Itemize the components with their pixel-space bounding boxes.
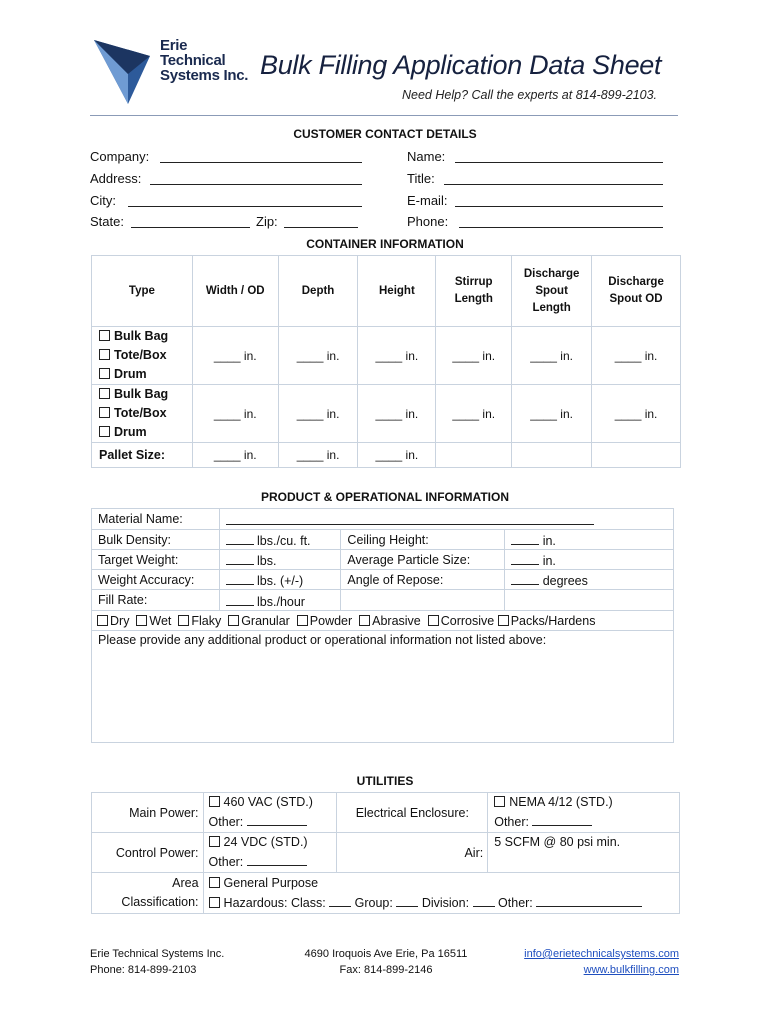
checkbox-label: Corrosive <box>440 613 495 628</box>
stirrup-field-2[interactable]: ____ in. <box>436 385 512 443</box>
hazardous-other-field[interactable] <box>536 893 642 907</box>
checkbox-label: Dry <box>110 613 130 628</box>
repose-unit: degrees <box>542 574 588 588</box>
logo-line-1: Erie <box>160 37 188 54</box>
flaky-checkbox[interactable] <box>178 614 221 628</box>
col-spout-length-l3: Length <box>532 301 571 314</box>
corrosive-checkbox[interactable] <box>428 614 495 628</box>
width-field-1[interactable]: ____ in. <box>192 327 278 385</box>
checkbox-icon <box>136 615 147 626</box>
footer-fax: Fax: 814-899-2146 <box>339 964 433 976</box>
col-spout-length-l2: Spout <box>535 284 568 297</box>
ceiling-label: Ceiling Height: <box>341 530 505 550</box>
state-label: State: <box>90 214 124 229</box>
checkbox-label: Drum <box>114 425 147 439</box>
ceiling-field[interactable] <box>505 530 674 550</box>
target-label: Target Weight: <box>92 550 220 570</box>
container-header-row <box>92 256 681 327</box>
height-field-2[interactable]: ____ in. <box>358 385 436 443</box>
pallet-width-field[interactable]: ____ in. <box>192 443 278 468</box>
checkbox-icon <box>99 349 110 360</box>
checkbox-icon <box>99 426 110 437</box>
control-power-row <box>92 833 680 873</box>
phone-label: Phone: <box>407 214 449 229</box>
fill-unit: lbs./hour <box>257 594 305 609</box>
area-label-l1: Area <box>172 876 199 890</box>
fill-empty-1 <box>341 590 505 611</box>
material-row <box>92 509 674 530</box>
pallet-row <box>92 443 681 468</box>
col-stirrup <box>436 256 512 327</box>
repose-underline <box>511 571 539 585</box>
spout-length-field-1[interactable]: ____ in. <box>512 327 592 385</box>
ceiling-unit: in. <box>542 534 556 548</box>
particle-underline <box>511 551 539 565</box>
col-spout-od-l1: Discharge <box>608 276 664 288</box>
footer-company: Erie Technical Systems Inc. <box>90 948 225 960</box>
checkbox-label: Bulk Bag <box>114 329 169 343</box>
container-row-1 <box>92 327 681 385</box>
logo-line-2: Technical <box>160 52 226 69</box>
material-underline <box>226 511 594 525</box>
contact-heading: CUSTOMER CONTACT DETAILS <box>293 127 477 141</box>
col-stirrup-l1: Stirrup <box>454 276 493 288</box>
checkbox-label: Tote/Box <box>114 348 167 362</box>
granular-checkbox[interactable] <box>228 614 290 628</box>
fill-field[interactable] <box>219 590 341 611</box>
target-field[interactable] <box>219 550 341 570</box>
checkbox-label: Hazardous: Class: <box>223 896 326 910</box>
checkbox-icon <box>209 897 220 908</box>
col-depth: Depth <box>278 256 358 327</box>
division-label: Division: <box>421 896 470 910</box>
general-purpose-checkbox[interactable] <box>209 873 679 893</box>
checkbox-label: 24 VDC (STD.) <box>223 835 308 849</box>
checkbox-icon <box>209 877 220 888</box>
other-underline <box>247 852 307 866</box>
main-power-options <box>203 793 337 833</box>
col-spout-length <box>512 256 592 327</box>
wet-checkbox[interactable] <box>136 614 171 628</box>
footer-address: 4690 Iroquois Ave Erie, Pa 16511 <box>304 948 468 960</box>
air-label: Air: <box>337 833 488 873</box>
drum-checkbox-2[interactable] <box>99 423 192 442</box>
additional-prompt: Please provide any additional product or operational information not listed above: <box>98 633 547 647</box>
particle-unit: in. <box>542 554 556 568</box>
col-spout-length-l1: Discharge <box>523 267 580 280</box>
enclosure-options <box>488 793 680 833</box>
type-options-2 <box>92 385 193 443</box>
spout-od-field-1[interactable]: ____ in. <box>592 327 681 385</box>
additional-info-area[interactable] <box>92 631 674 743</box>
checkbox-icon <box>498 615 509 626</box>
footer-web-link[interactable]: www.bulkfilling.com <box>583 964 679 976</box>
control-power-other[interactable] <box>209 852 337 872</box>
address-field[interactable] <box>150 171 362 185</box>
density-label: Bulk Density: <box>92 530 220 550</box>
main-power-row <box>92 793 680 833</box>
abrasive-checkbox[interactable] <box>359 614 421 628</box>
checkbox-label: NEMA 4/12 (STD.) <box>509 795 613 809</box>
control-power-options <box>203 833 337 873</box>
name-label: Name: <box>407 149 446 164</box>
bulk-bag-checkbox-1[interactable] <box>99 327 192 346</box>
checkbox-label: Packs/Hardens <box>510 613 596 628</box>
footer-center <box>286 946 486 978</box>
email-field[interactable] <box>455 193 663 207</box>
ceiling-underline <box>511 531 539 545</box>
enclosure-label: Electrical Enclosure: <box>337 793 488 833</box>
density-row <box>92 530 674 550</box>
container-heading: CONTAINER INFORMATION <box>306 237 464 251</box>
checkbox-icon <box>228 615 239 626</box>
packs-checkbox[interactable] <box>498 614 596 628</box>
group-label: Group: <box>354 896 393 910</box>
target-unit: lbs. <box>257 554 277 568</box>
particle-field[interactable] <box>505 550 674 570</box>
bulk-bag-checkbox-2[interactable] <box>99 385 192 404</box>
density-field[interactable] <box>219 530 341 550</box>
division-field[interactable] <box>473 893 495 907</box>
repose-field[interactable] <box>505 570 674 590</box>
target-row <box>92 550 674 570</box>
width-field-2[interactable]: ____ in. <box>192 385 278 443</box>
pallet-height-field[interactable]: ____ in. <box>358 443 436 468</box>
checkbox-label: Granular <box>241 613 290 628</box>
nema-checkbox[interactable] <box>494 793 679 812</box>
other-label: Other: <box>494 815 529 829</box>
email-label: E-mail: <box>407 193 448 208</box>
height-field-1[interactable]: ____ in. <box>358 327 436 385</box>
checkbox-label: Abrasive <box>372 613 421 628</box>
checkbox-icon <box>178 615 189 626</box>
main-power-other[interactable] <box>209 812 337 832</box>
footer-email-link[interactable]: info@erietechnicalsystems.com <box>524 948 679 960</box>
company-label: Company: <box>90 149 150 164</box>
tote-box-checkbox-1[interactable] <box>99 346 192 365</box>
powder-checkbox[interactable] <box>297 614 352 628</box>
checkbox-icon <box>97 615 108 626</box>
col-spout-od <box>592 256 681 327</box>
company-field[interactable] <box>160 149 362 163</box>
properties-checkboxes <box>92 611 674 631</box>
phone-field[interactable] <box>459 214 663 228</box>
footer-phone: Phone: 814-899-2103 <box>90 964 197 976</box>
hazardous-checkbox[interactable] <box>209 896 326 910</box>
checkbox-icon <box>99 330 110 341</box>
area-options <box>203 873 679 914</box>
density-underline <box>226 531 254 545</box>
pallet-depth-field[interactable]: ____ in. <box>278 443 358 468</box>
tote-box-checkbox-2[interactable] <box>99 404 192 423</box>
depth-field-1[interactable]: ____ in. <box>278 327 358 385</box>
container-table <box>91 255 681 468</box>
address-label: Address: <box>90 171 142 186</box>
utilities-heading: UTILITIES <box>356 774 414 788</box>
product-table <box>91 508 674 743</box>
fill-row <box>92 590 674 611</box>
title-label: Title: <box>407 171 435 186</box>
area-label <box>92 873 204 914</box>
checkbox-icon <box>359 615 370 626</box>
material-field[interactable] <box>219 509 673 530</box>
header-divider <box>90 115 678 116</box>
type-options-1 <box>92 327 193 385</box>
checkbox-label: Drum <box>114 367 147 381</box>
zip-field[interactable] <box>284 214 358 228</box>
stirrup-field-1[interactable]: ____ in. <box>436 327 512 385</box>
logo-line-3: Systems Inc. <box>160 67 249 84</box>
material-label: Material Name: <box>92 509 220 530</box>
air-value: 5 SCFM @ 80 psi min. <box>488 833 680 873</box>
footer-right <box>524 946 679 978</box>
checkbox-label: Bulk Bag <box>114 387 169 401</box>
pallet-empty-1 <box>436 443 512 468</box>
area-row <box>92 873 680 914</box>
pallet-label: Pallet Size: <box>92 443 193 468</box>
footer-left <box>90 946 224 978</box>
help-text: Need Help? Call the experts at 814-899-2103. <box>402 88 658 102</box>
city-label: City: <box>90 193 116 208</box>
main-power-label: Main Power: <box>92 793 204 833</box>
accuracy-label: Weight Accuracy: <box>92 570 220 590</box>
enclosure-other[interactable] <box>494 812 679 832</box>
product-heading: PRODUCT & OPERATIONAL INFORMATION <box>261 490 509 504</box>
zip-label: Zip: <box>256 214 278 229</box>
pallet-empty-2 <box>512 443 592 468</box>
target-underline <box>226 551 254 565</box>
vac-checkbox[interactable] <box>209 793 337 812</box>
col-spout-od-l2: Spout OD <box>609 293 663 305</box>
state-field[interactable] <box>131 214 250 228</box>
additional-row <box>92 631 674 743</box>
fill-label: Fill Rate: <box>92 590 220 611</box>
properties-row <box>92 611 674 631</box>
col-type: Type <box>92 256 193 327</box>
dry-checkbox[interactable] <box>97 614 129 628</box>
vdc-checkbox[interactable] <box>209 833 337 852</box>
depth-field-2[interactable]: ____ in. <box>278 385 358 443</box>
name-field[interactable] <box>455 149 663 163</box>
checkbox-icon <box>99 388 110 399</box>
checkbox-icon <box>297 615 308 626</box>
accuracy-unit: lbs. (+/-) <box>257 574 304 588</box>
checkbox-icon <box>494 796 505 807</box>
container-row-2 <box>92 385 681 443</box>
spout-od-field-2[interactable]: ____ in. <box>592 385 681 443</box>
other-label: Other: <box>208 855 244 869</box>
accuracy-field[interactable] <box>219 570 341 590</box>
checkbox-label: Flaky <box>191 613 222 628</box>
city-field[interactable] <box>128 193 362 207</box>
col-height: Height <box>358 256 436 327</box>
spout-length-field-2[interactable]: ____ in. <box>512 385 592 443</box>
utilities-table <box>91 792 680 914</box>
checkbox-label: 460 VAC (STD.) <box>223 795 313 809</box>
density-unit: lbs./cu. ft. <box>257 534 311 548</box>
page-title: Bulk Filling Application Data Sheet <box>260 50 662 80</box>
other-underline <box>532 812 592 826</box>
checkbox-icon <box>99 407 110 418</box>
accuracy-underline <box>226 571 254 585</box>
checkbox-icon <box>209 836 220 847</box>
checkbox-label: General Purpose <box>223 876 319 890</box>
checkbox-icon <box>428 615 439 626</box>
checkbox-label: Wet <box>149 613 172 628</box>
title-field[interactable] <box>444 171 663 185</box>
col-width: Width / OD <box>192 256 278 327</box>
checkbox-icon <box>209 796 220 807</box>
pallet-empty-3 <box>592 443 681 468</box>
logo-wordmark <box>160 38 248 83</box>
particle-label: Average Particle Size: <box>341 550 505 570</box>
class-field[interactable] <box>329 893 351 907</box>
repose-label: Angle of Repose: <box>341 570 505 590</box>
checkbox-label: Powder <box>309 613 353 628</box>
hazardous-other-label: Other: <box>498 896 533 910</box>
fill-underline <box>226 592 254 606</box>
fill-empty-2 <box>505 590 674 611</box>
other-underline <box>247 812 307 826</box>
control-power-label: Control Power: <box>92 833 204 873</box>
drum-checkbox-1[interactable] <box>99 365 192 384</box>
accuracy-row <box>92 570 674 590</box>
checkbox-label: Tote/Box <box>114 406 167 420</box>
hazardous-options <box>209 893 679 913</box>
area-label-l2: Classification: <box>121 895 199 909</box>
other-label: Other: <box>208 815 244 829</box>
checkbox-icon <box>99 368 110 379</box>
col-stirrup-l2: Length <box>454 293 493 305</box>
group-field[interactable] <box>396 893 418 907</box>
